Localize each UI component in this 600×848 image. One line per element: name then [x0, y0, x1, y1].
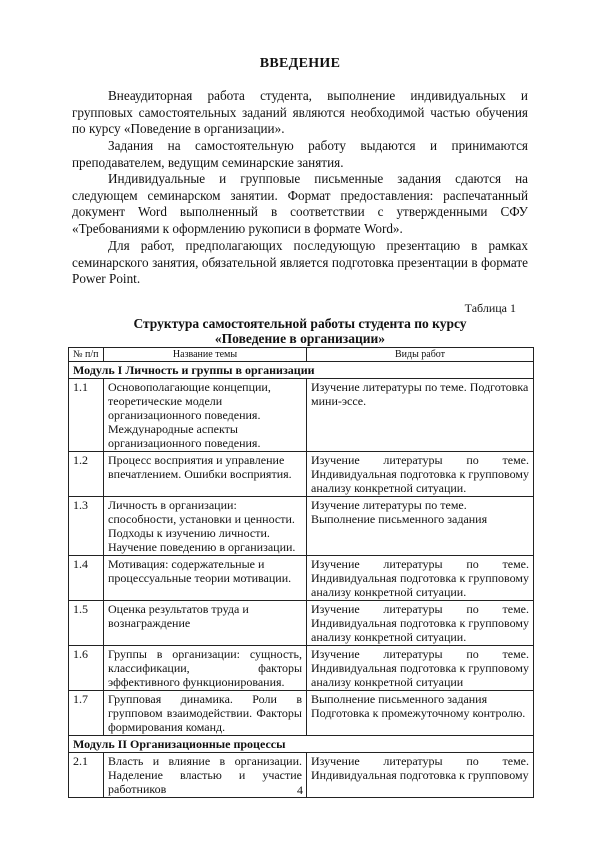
module-row-2: [69, 736, 534, 753]
row-topic: Группы в организации: сущность, классификации, факторы эффективного функционирования.: [104, 646, 307, 691]
row-num: 1.1: [69, 379, 104, 452]
row-num: 1.3: [69, 497, 104, 556]
table-row: [69, 691, 534, 736]
table-header-row: [69, 348, 534, 362]
row-work: Изучение литературы по теме. Индивидуальная подготовка к групповому анализу конкретной ситуации.: [307, 452, 534, 497]
header-work: Виды работ: [307, 348, 534, 362]
module-row-1: [69, 362, 534, 379]
row-work: Изучение литературы по теме. Подготовка мини-эссе.: [307, 379, 534, 452]
row-num: 1.5: [69, 601, 104, 646]
intro-paragraph-4: Для работ, предполагающих последующую презентацию в рамках семинарского занятия, обязательной является подготовка презентации в формате Power Point.: [72, 238, 528, 287]
work-structure-table: [68, 347, 534, 798]
row-work: Изучение литературы по теме. Индивидуальная подготовка к групповому анализу конкретной ситуации.: [307, 556, 534, 601]
table-title-line-2: «Поведение в организации»: [214, 331, 386, 346]
header-num: № п/п: [69, 348, 104, 362]
header-topic: Название темы: [104, 348, 307, 362]
intro-paragraph-3: Индивидуальные и групповые письменные задания сдаются на следующем семинарском занятии. Формат предоставления: распечатанный документ Word выполненный в соответствии с утвержденными СФУ «Требованиями к оформлению рукописи в формате Word».: [72, 171, 528, 236]
row-topic: Процесс восприятия и управление впечатлением. Ошибки восприятия.: [104, 452, 307, 497]
row-topic: Личность в организации: способности, установки и ценности. Подходы к изучению личности. Научение поведению в организации.: [104, 497, 307, 556]
row-topic: Оценка результатов труда и вознаграждение: [104, 601, 307, 646]
table-title-line-1: Структура самостоятельной работы студента по курсу: [133, 316, 467, 331]
table-row: [69, 601, 534, 646]
row-topic: Основополагающие концепции, теоретические модели организационного поведения. Международные аспекты организационного поведения.: [104, 379, 307, 452]
row-num: 1.6: [69, 646, 104, 691]
row-work: Изучение литературы по теме. Выполнение письменного задания: [307, 497, 534, 556]
row-num: 2.1: [69, 753, 104, 798]
module-title-2: Модуль II Организационные процессы: [69, 736, 534, 753]
table-row: [69, 452, 534, 497]
table-row: [69, 497, 534, 556]
table-row: [69, 556, 534, 601]
row-num: 1.7: [69, 691, 104, 736]
row-num: 1.4: [69, 556, 104, 601]
table-title: [0, 316, 600, 346]
table-row: [69, 379, 534, 452]
row-topic: Мотивация: содержательные и процессуальные теории мотивации.: [104, 556, 307, 601]
table-caption: Таблица 1: [464, 301, 516, 315]
row-work: Выполнение письменного задания Подготовка к промежуточному контролю.: [307, 691, 534, 736]
intro-paragraph-2: Задания на самостоятельную работу выдаются и принимаются преподавателем, ведущим семинарские занятия.: [72, 138, 528, 170]
row-topic: Групповая динамика. Роли в групповом взаимодействии. Факторы формирования команд.: [104, 691, 307, 736]
page-heading: ВВЕДЕНИЕ: [259, 56, 341, 71]
row-work: Изучение литературы по теме. Индивидуальная подготовка к групповому: [307, 753, 534, 798]
row-topic: Власть и влияние в организации. Наделение властью и участие работников: [104, 753, 307, 798]
module-title-1: Модуль I Личность и группы в организации: [69, 362, 534, 379]
row-work: Изучение литературы по теме. Индивидуальная подготовка к групповому анализу конкретной ситуации.: [307, 601, 534, 646]
row-num: 1.2: [69, 452, 104, 497]
table-row: [69, 646, 534, 691]
page-number: 4: [297, 783, 303, 797]
intro-paragraph-1: Внеаудиторная работа студента, выполнение индивидуальных и групповых самостоятельных заданий являются необходимой частью обучения по курсу «Поведение в организации».: [72, 88, 528, 137]
row-work: Изучение литературы по теме. Индивидуальная подготовка к групповому анализу конкретной ситуации: [307, 646, 534, 691]
